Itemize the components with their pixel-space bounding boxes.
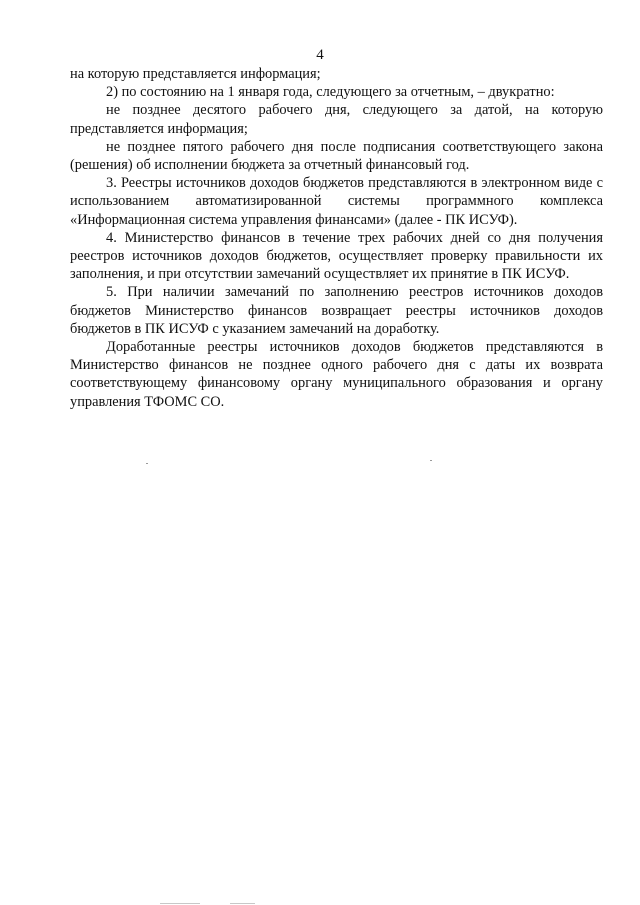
- paragraph-3: 3. Реестры источников доходов бюджетов представляются в электронном виде с использованием автоматизированной системы программного комплекса «Информационная система управления финансами» (далее - ПК ИСУФ).: [70, 175, 603, 228]
- scan-speck: [230, 903, 255, 904]
- paragraph-revised: Доработанные реестры источников доходов бюджетов представляются в Министерство финансов не позднее одного рабочего дня с даты их возврата соответствующему финансовому органу муниципального образования и органу управления ТФОМС СО.: [70, 339, 603, 410]
- paragraph-item-2: 2) по состоянию на 1 января года, следующего за отчетным, – двукратно:: [106, 84, 555, 101]
- paragraph-fifth-day: не позднее пятого рабочего дня после подписания соответствующего закона (решения) об исполнении бюджета за отчетный финансовый год.: [70, 138, 603, 174]
- paragraph-tenth-day: не позднее десятого рабочего дня, следующего за датой, на которую представляется информация;: [70, 102, 603, 137]
- paragraph-4: 4. Министерство финансов в течение трех рабочих дней со дня получения реестров источников доходов бюджетов, осуществляет проверку правильности их заполнения, и при отсутствии замечаний осуществляет их принятие в ПК ИСУФ.: [70, 229, 603, 283]
- scan-speck: [146, 463, 148, 464]
- document-body: [70, 65, 603, 411]
- paragraph-continuation: на которую представляется информация;: [70, 66, 321, 82]
- page-number: 4: [316, 47, 324, 63]
- scan-speck: [430, 460, 432, 461]
- scan-speck: [160, 903, 200, 904]
- paragraph-5: 5. При наличии замечаний по заполнению реестров источников доходов бюджетов Министерство финансов возвращает реестры источников доходов бюджетов в ПК ИСУФ с указанием замечаний на доработку.: [70, 284, 603, 337]
